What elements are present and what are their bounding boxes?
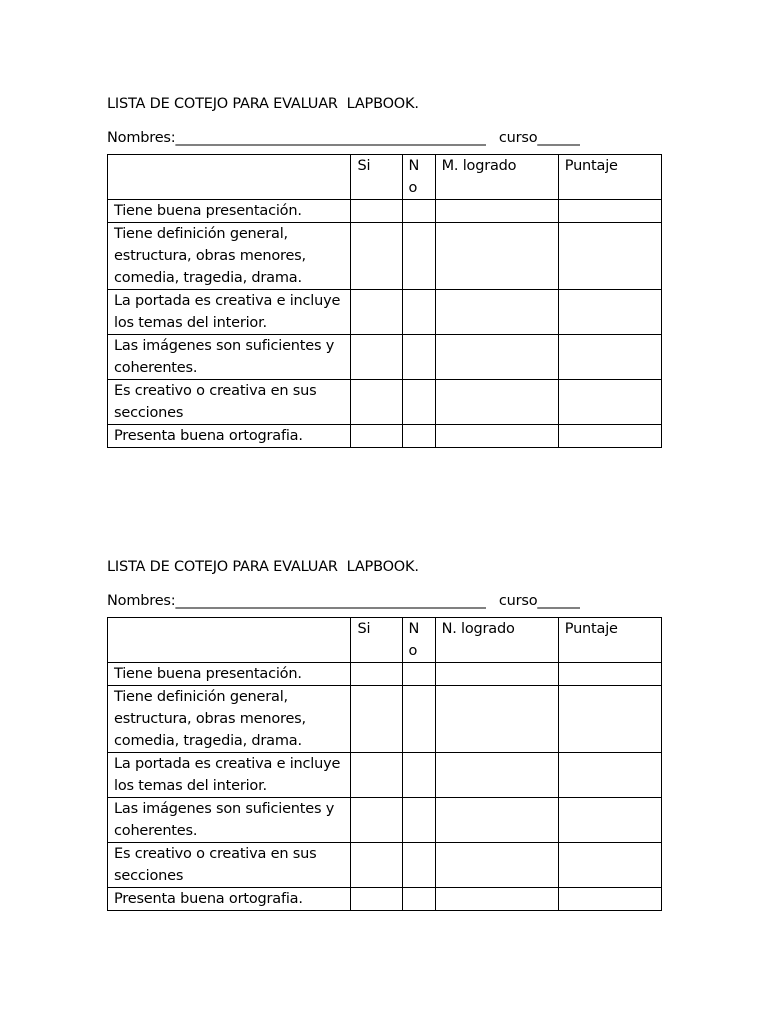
criterio-cell: Es creativo o creativa en sus secciones [108, 380, 351, 425]
puntaje-cell[interactable] [558, 753, 661, 798]
logrado-cell[interactable] [435, 223, 558, 290]
puntaje-cell[interactable] [558, 290, 661, 335]
no-cell[interactable] [402, 223, 435, 290]
si-cell[interactable] [351, 753, 402, 798]
si-cell[interactable] [351, 888, 402, 911]
logrado-cell[interactable] [435, 290, 558, 335]
no-cell[interactable] [402, 686, 435, 753]
checklist-section-2 [107, 557, 667, 911]
header-criterio [108, 155, 351, 200]
criterio-cell: Presenta buena ortografia. [108, 888, 351, 911]
si-cell[interactable] [351, 425, 402, 448]
table-row [108, 843, 662, 888]
checklist-title: LISTA DE COTEJO PARA EVALUAR LAPBOOK. [107, 559, 419, 575]
table-row [108, 663, 662, 686]
logrado-cell[interactable] [435, 425, 558, 448]
checklist-title: LISTA DE COTEJO PARA EVALUAR LAPBOOK. [107, 96, 419, 112]
checklist-table [107, 617, 662, 911]
puntaje-cell[interactable] [558, 798, 661, 843]
table-row [108, 380, 662, 425]
no-cell[interactable] [402, 888, 435, 911]
table-row [108, 223, 662, 290]
names-course-line: Nombres:____________________________________________ curso______ [107, 593, 580, 609]
si-cell[interactable] [351, 686, 402, 753]
table-row [108, 290, 662, 335]
si-cell[interactable] [351, 335, 402, 380]
si-cell[interactable] [351, 663, 402, 686]
puntaje-cell[interactable] [558, 888, 661, 911]
no-cell[interactable] [402, 663, 435, 686]
logrado-cell[interactable] [435, 200, 558, 223]
table-row [108, 425, 662, 448]
names-course-line: Nombres:____________________________________________ curso______ [107, 130, 580, 146]
puntaje-cell[interactable] [558, 380, 661, 425]
criterio-cell: La portada es creativa e incluye los temas del interior. [108, 290, 351, 335]
table-row [108, 686, 662, 753]
logrado-cell[interactable] [435, 843, 558, 888]
logrado-cell[interactable] [435, 753, 558, 798]
no-cell[interactable] [402, 753, 435, 798]
no-cell[interactable] [402, 335, 435, 380]
logrado-cell[interactable] [435, 686, 558, 753]
criterio-cell: Presenta buena ortografia. [108, 425, 351, 448]
si-cell[interactable] [351, 223, 402, 290]
criterio-cell: Tiene definición general, estructura, obras menores, comedia, tragedia, drama. [108, 686, 351, 753]
header-criterio [108, 618, 351, 663]
si-cell[interactable] [351, 200, 402, 223]
puntaje-cell[interactable] [558, 425, 661, 448]
header-logrado: M. logrado [435, 155, 558, 200]
si-cell[interactable] [351, 290, 402, 335]
header-no: N o [402, 155, 435, 200]
logrado-cell[interactable] [435, 335, 558, 380]
si-cell[interactable] [351, 380, 402, 425]
header-puntaje: Puntaje [558, 155, 661, 200]
header-logrado: N. logrado [435, 618, 558, 663]
table-row [108, 335, 662, 380]
header-puntaje: Puntaje [558, 618, 661, 663]
header-si: Si [351, 155, 402, 200]
logrado-cell[interactable] [435, 798, 558, 843]
criterio-cell: Tiene definición general, estructura, obras menores, comedia, tragedia, drama. [108, 223, 351, 290]
logrado-cell[interactable] [435, 380, 558, 425]
no-cell[interactable] [402, 200, 435, 223]
criterio-cell: Tiene buena presentación. [108, 663, 351, 686]
criterio-cell: La portada es creativa e incluye los temas del interior. [108, 753, 351, 798]
no-cell[interactable] [402, 843, 435, 888]
si-cell[interactable] [351, 843, 402, 888]
header-no: N o [402, 618, 435, 663]
table-row [108, 200, 662, 223]
no-cell[interactable] [402, 425, 435, 448]
puntaje-cell[interactable] [558, 843, 661, 888]
table-row [108, 798, 662, 843]
criterio-cell: Las imágenes son suficientes y coherentes. [108, 335, 351, 380]
puntaje-cell[interactable] [558, 686, 661, 753]
table-row [108, 888, 662, 911]
no-cell[interactable] [402, 798, 435, 843]
no-cell[interactable] [402, 380, 435, 425]
puntaje-cell[interactable] [558, 335, 661, 380]
table-row [108, 753, 662, 798]
si-cell[interactable] [351, 798, 402, 843]
puntaje-cell[interactable] [558, 223, 661, 290]
logrado-cell[interactable] [435, 888, 558, 911]
no-cell[interactable] [402, 290, 435, 335]
puntaje-cell[interactable] [558, 663, 661, 686]
checklist-section-1 [107, 94, 667, 448]
logrado-cell[interactable] [435, 663, 558, 686]
puntaje-cell[interactable] [558, 200, 661, 223]
checklist-table [107, 154, 662, 448]
table-header-row [108, 618, 662, 663]
header-si: Si [351, 618, 402, 663]
criterio-cell: Tiene buena presentación. [108, 200, 351, 223]
criterio-cell: Las imágenes son suficientes y coherentes. [108, 798, 351, 843]
table-header-row [108, 155, 662, 200]
criterio-cell: Es creativo o creativa en sus secciones [108, 843, 351, 888]
